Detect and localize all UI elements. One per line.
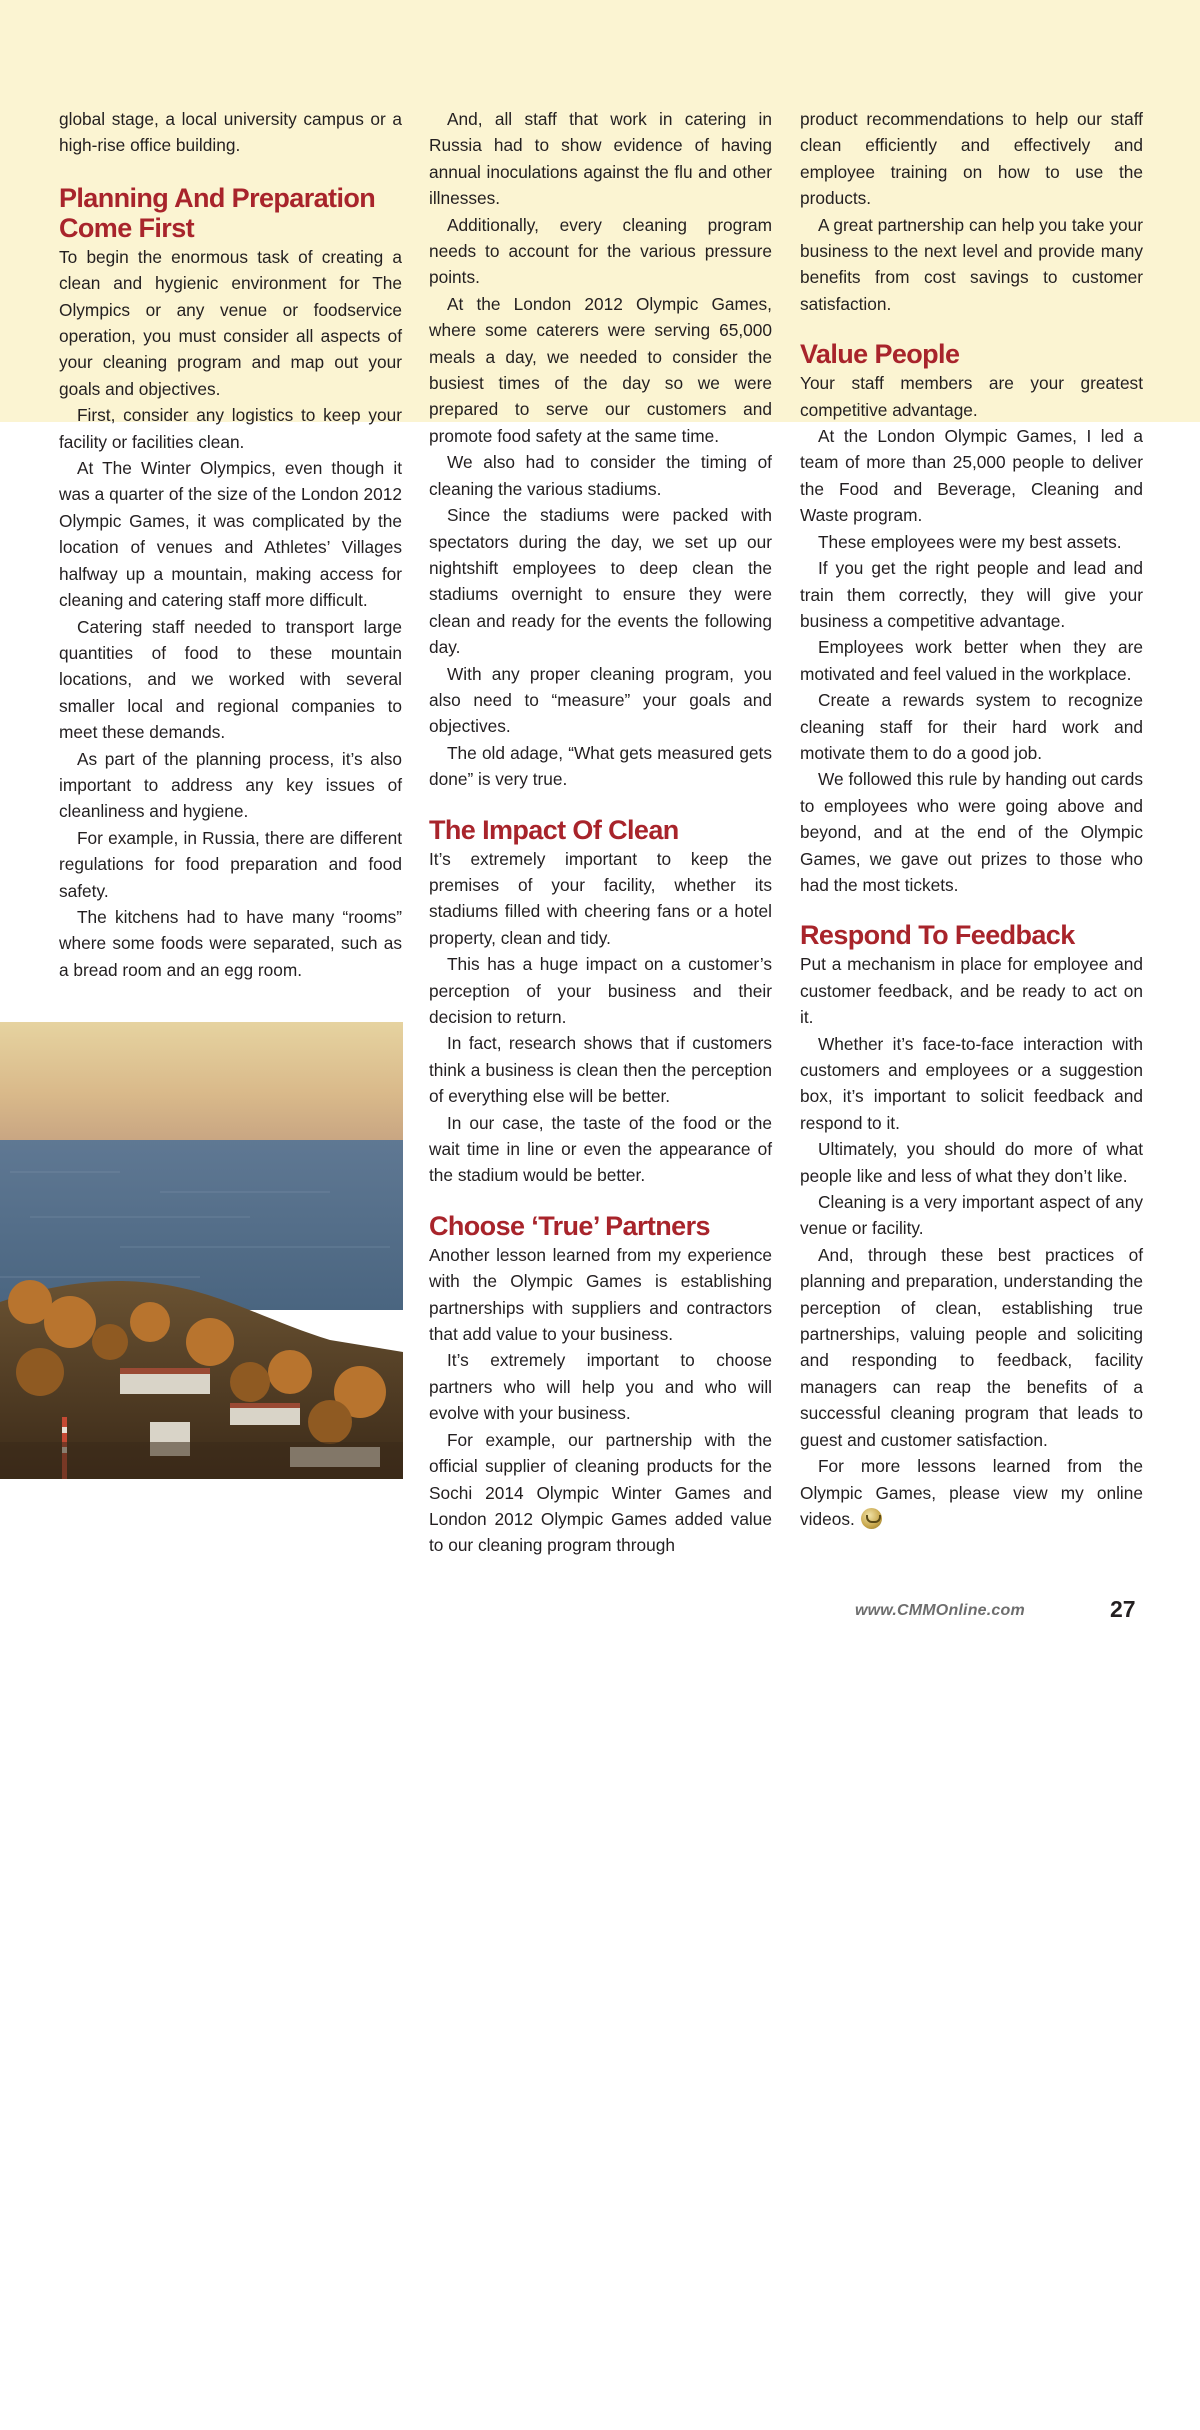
body-paragraph bbox=[800, 634, 1143, 687]
body-paragraph bbox=[800, 370, 1143, 423]
section-heading-text: Planning And Preparation Come First bbox=[59, 182, 376, 243]
body-paragraph bbox=[429, 106, 772, 212]
paragraph-text: And, through these best practices of planning and preparation, understanding the perception of clean, establishing true partnerships, valuing people and soliciting and responding to feedback, facility managers can reap the benefits of a successful cleaning program that leads to guest and customer satisfaction. bbox=[800, 1244, 1143, 1450]
article-column-2 bbox=[429, 106, 772, 1559]
paragraph-text: At the London 2012 Olympic Games, where some caterers were serving 65,000 meals a day, we needed to consider the busiest times of the day so we were prepared to serve our customers and promote food safety at the same time. bbox=[429, 293, 772, 446]
body-paragraph bbox=[59, 825, 402, 904]
coastal-town-photo bbox=[0, 1022, 403, 2430]
section-heading bbox=[800, 339, 1143, 369]
paragraph-text: Your staff members are your greatest competitive advantage. bbox=[800, 373, 1143, 420]
paragraph-text: Whether it’s face-to-face interaction with customers and employees or a suggestion box, it’s important to solicit feedback and respond to it. bbox=[800, 1033, 1143, 1133]
article-column-1 bbox=[59, 106, 402, 983]
body-paragraph bbox=[429, 212, 772, 291]
paragraph-text: Put a mechanism in place for employee and customer feedback, and be ready to act on it. bbox=[800, 954, 1143, 1028]
body-paragraph bbox=[429, 449, 772, 502]
body-paragraph bbox=[800, 1136, 1143, 1189]
body-paragraph bbox=[800, 555, 1143, 634]
section-heading-text: The Impact Of Clean bbox=[429, 814, 679, 845]
footer-url[interactable]: www.CMMOnline.com bbox=[855, 1602, 1025, 1619]
body-paragraph bbox=[429, 291, 772, 449]
body-paragraph bbox=[429, 846, 772, 952]
paragraph-text: The old adage, “What gets measured gets done” is very true. bbox=[429, 742, 772, 790]
body-paragraph bbox=[800, 423, 1143, 529]
paragraph-text: For example, in Russia, there are different regulations for food preparation and food safety. bbox=[59, 827, 402, 901]
paragraph-text: The kitchens had to have many “rooms” where some foods were separated, such as a bread room and an egg room. bbox=[59, 906, 402, 980]
paragraph-text: For more lessons learned from the Olympic Games, please view my online videos. bbox=[800, 1456, 1143, 1529]
paragraph-text: First, consider any logistics to keep your facility or facilities clean. bbox=[59, 405, 402, 452]
body-paragraph bbox=[429, 1030, 772, 1109]
body-paragraph bbox=[59, 904, 402, 983]
paragraph-text: To begin the enormous task of creating a clean and hygienic environment for The Olympics or any venue or foodservice operation, you must consider all aspects of your cleaning program and map out your goals and objectives. bbox=[59, 246, 402, 399]
paragraph-text: global stage, a local university campus or a high-rise office building. bbox=[59, 109, 402, 156]
paragraph-text: At The Winter Olympics, even though it was a quarter of the size of the London 2012 Olympic Games, it was complicated by the location of venues and Athletes’ Villages halfway up a mountain, making access for cleaning and catering staff more difficult. bbox=[59, 458, 402, 611]
body-paragraph bbox=[429, 1242, 772, 1348]
paragraph-text: If you get the right people and lead and train them correctly, they will give your business a competitive advantage. bbox=[800, 558, 1143, 631]
body-paragraph bbox=[429, 1347, 772, 1426]
body-paragraph bbox=[429, 502, 772, 660]
section-heading-text: Respond To Feedback bbox=[800, 920, 1075, 951]
paragraph-text: Additionally, every cleaning program needs to account for the various pressure points. bbox=[429, 214, 772, 288]
body-paragraph bbox=[800, 529, 1143, 555]
paragraph-text: A great partnership can help you take your business to the next level and provide many benefits from cost savings to customer satisfaction. bbox=[800, 214, 1143, 314]
page-number: 27 bbox=[1110, 1596, 1136, 1622]
paragraph-text: Cleaning is a very important aspect of any venue or facility. bbox=[800, 1192, 1143, 1239]
body-paragraph bbox=[429, 740, 772, 793]
paragraph-text: In our case, the taste of the food or the wait time in line or even the appearance of the stadium would be better. bbox=[429, 1112, 772, 1186]
paragraph-text: It’s extremely important to keep the premises of your facility, whether its stadiums filled with cheering fans or a hotel property, clean and tidy. bbox=[429, 848, 772, 948]
body-paragraph bbox=[800, 951, 1143, 1030]
paragraph-text: This has a huge impact on a customer’s perception of your business and their decision to return. bbox=[429, 954, 772, 1027]
paragraph-text: Create a rewards system to recognize cleaning staff for their hard work and motivate them to do a good job. bbox=[800, 690, 1143, 763]
paragraph-text: Employees work better when they are motivated and feel valued in the workplace. bbox=[800, 637, 1143, 684]
body-paragraph bbox=[800, 1453, 1143, 1532]
body-paragraph bbox=[429, 951, 772, 1030]
paragraph-text: For example, our partnership with the official supplier of cleaning products for the Sochi 2014 Olympic Winter Games and London 2012 Olympic Games added value to our cleaning program through bbox=[429, 1429, 772, 1556]
paragraph-text: Catering staff needed to transport large quantities of food to these mountain locations, and we worked with several smaller local and regional companies to meet these demands. bbox=[59, 616, 402, 743]
cmm-end-mark-icon bbox=[861, 1508, 882, 1529]
paragraph-text: As part of the planning process, it’s also important to address any key issues of cleanliness and hygiene. bbox=[59, 748, 402, 822]
body-paragraph bbox=[59, 746, 402, 825]
body-paragraph bbox=[59, 455, 402, 613]
paragraph-text: We followed this rule by handing out cards to employees who were going above and beyond, and at the end of the Olympic Games, we gave out prizes to those who had the most tickets. bbox=[800, 769, 1143, 895]
section-heading bbox=[429, 815, 772, 845]
photo-credit: Image courtesy of photoshkolnik/iStock/Thinkstock bbox=[385, 2113, 399, 2430]
paragraph-text: And, all staff that work in catering in Russia had to show evidence of having annual inoculations against the flu and other illnesses. bbox=[429, 109, 772, 209]
body-paragraph bbox=[800, 212, 1143, 318]
body-paragraph bbox=[800, 1189, 1143, 1242]
section-heading bbox=[800, 920, 1143, 950]
body-paragraph bbox=[59, 402, 402, 455]
body-paragraph bbox=[59, 614, 402, 746]
paragraph-text: It’s extremely important to choose partners who will help you and who will evolve with your business. bbox=[429, 1350, 772, 1424]
section-heading-text: Value People bbox=[800, 339, 960, 370]
paragraph-text: At the London Olympic Games, I led a team of more than 25,000 people to deliver the Food and Beverage, Cleaning and Waste program. bbox=[800, 426, 1143, 526]
paragraph-text: We also had to consider the timing of cleaning the various stadiums. bbox=[429, 452, 772, 499]
paragraph-text: Since the stadiums were packed with spectators during the day, we set up our nightshift employees to deep clean the stadiums overnight to ensure they were clean and ready for the events the following day. bbox=[429, 505, 772, 658]
body-paragraph bbox=[59, 106, 402, 159]
section-heading bbox=[429, 1211, 772, 1241]
article-column-3 bbox=[800, 106, 1143, 1532]
paragraph-text: Another lesson learned from my experience with the Olympic Games is establishing partnerships with suppliers and contractors that add value to your business. bbox=[429, 1244, 772, 1345]
body-paragraph bbox=[800, 766, 1143, 898]
body-paragraph bbox=[800, 1242, 1143, 1453]
paragraph-text: With any proper cleaning program, you also need to “measure” your goals and objectives. bbox=[429, 663, 772, 737]
section-heading-text: Choose ‘True’ Partners bbox=[429, 1210, 710, 1241]
body-paragraph bbox=[429, 1110, 772, 1189]
body-paragraph bbox=[59, 244, 402, 402]
body-paragraph bbox=[429, 1427, 772, 1559]
body-paragraph bbox=[800, 106, 1143, 212]
paragraph-text: Ultimately, you should do more of what people like and less of what they don’t like. bbox=[800, 1139, 1143, 1186]
paragraph-text: These employees were my best assets. bbox=[818, 531, 1122, 552]
body-paragraph bbox=[429, 661, 772, 740]
paragraph-text: In fact, research shows that if customers think a business is clean then the perception of everything else will be better. bbox=[429, 1033, 772, 1107]
paragraph-text: product recommendations to help our staff clean efficiently and effectively and employee training on how to use the products. bbox=[800, 109, 1143, 209]
body-paragraph bbox=[800, 687, 1143, 766]
section-heading bbox=[59, 183, 402, 243]
body-paragraph bbox=[800, 1031, 1143, 1137]
